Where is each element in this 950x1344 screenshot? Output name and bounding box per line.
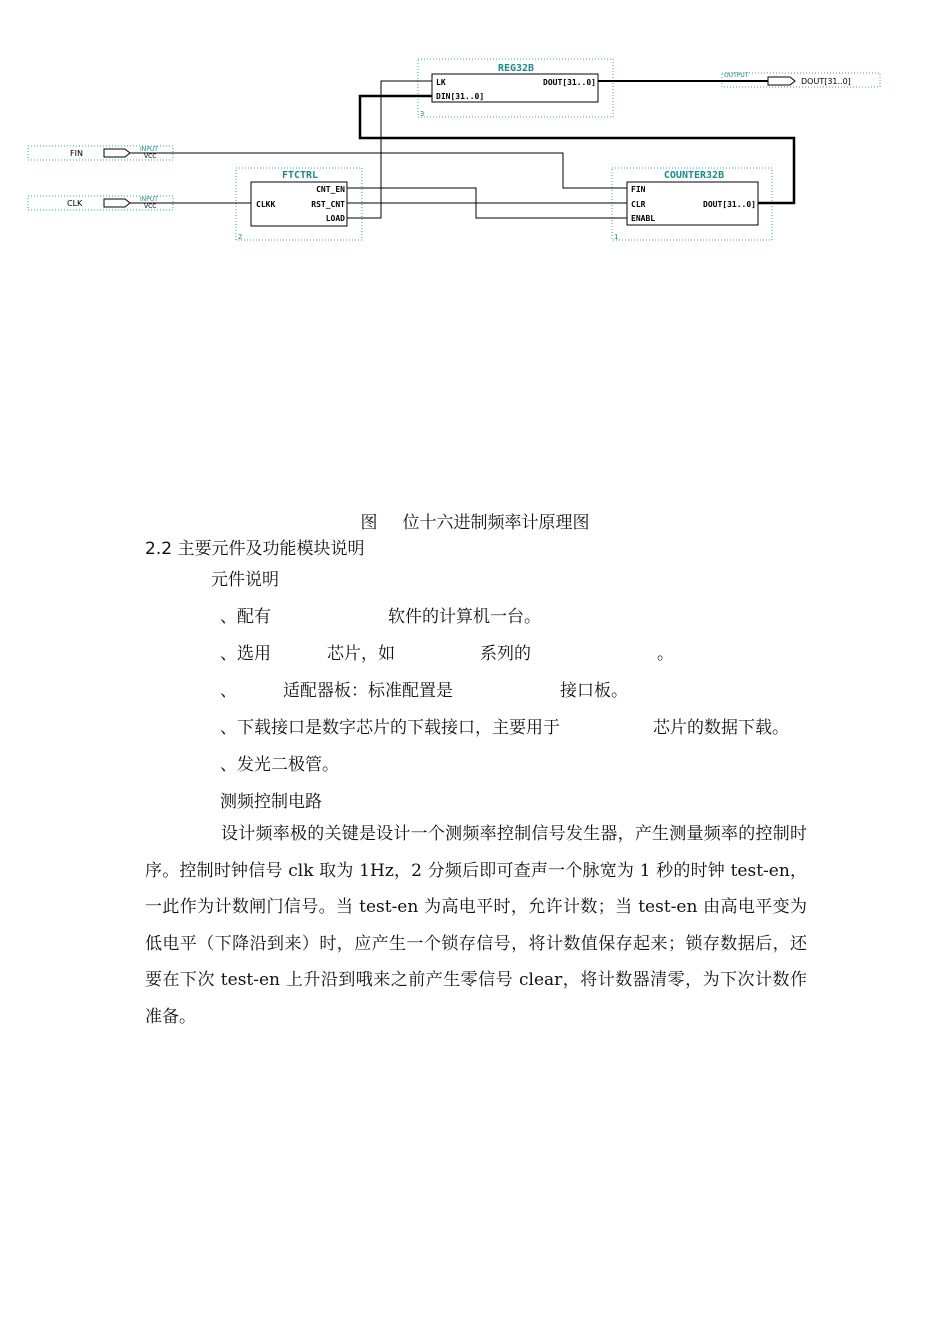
- ftctrl-port-rst-cnt: RST_CNT: [311, 200, 345, 209]
- counter32b-block: [612, 168, 772, 241]
- dout-label: DOUT[31..0]: [801, 77, 851, 86]
- clk-vcc: VCC: [144, 203, 157, 210]
- fin-tag: INPUT: [140, 146, 158, 153]
- schematic-diagram: [0, 0, 950, 250]
- dout-tag: OUTPUT: [724, 72, 749, 79]
- clk-label: CLK: [67, 199, 83, 208]
- reg32b-block: [418, 59, 613, 118]
- body-paragraph: 设计频率极的关键是设计一个测频率控制信号发生器，产生测量频率的控制时序。控制时钟信号 clk 取为 1Hz，2 分频后即可查声一个脉宽为 1 秒的时钟 test-en，一此作为计数闸门信号。当 test-en 为高电平时，允许计数；当 test-en 由高电平变为低电平（下降沿到来）时，应产生一个锁存信号，将计数值保存起来；锁存数据后，还要在下次 test-en 上升沿到哦来之前产生零信号 clear，将计数器清零，为下次计数作准备。: [145, 824, 807, 1027]
- subheading-control: 测频控制电路: [220, 792, 322, 812]
- section-heading: [145, 534, 364, 559]
- clk-tag: INPUT: [140, 196, 158, 203]
- list-item: 、下载接口是数字芯片的下载接口，主要用于 芯片的数据下载。: [220, 718, 789, 738]
- reg32b-title: REG32B: [497, 63, 535, 74]
- figure-caption: [0, 508, 950, 533]
- reg32b-port-dout: DOUT[31..0]: [543, 78, 596, 87]
- counter32b-port-dout: DOUT[31..0]: [703, 200, 756, 209]
- dout-output-pin: [722, 72, 880, 87]
- section-title: 主要元件及功能模块说明: [177, 539, 365, 559]
- ftctrl-index: 2: [238, 233, 243, 241]
- counter32b-port-enabl: ENABL: [631, 214, 656, 223]
- counter32b-port-fin: FIN: [631, 185, 646, 194]
- ftctrl-block: [236, 168, 362, 241]
- section-number: 2.2: [145, 539, 173, 559]
- counter32b-index: 1: [614, 233, 619, 241]
- list-item: 、 适配器板：标准配置是 接口板。: [220, 681, 628, 701]
- ftctrl-port-load: LOAD: [325, 214, 345, 223]
- reg32b-index: 3: [420, 110, 425, 118]
- ftctrl-port-clkk: CLKK: [256, 200, 276, 209]
- reg32b-port-lk: LK: [436, 78, 446, 87]
- counter32b-title: COUNTER32B: [663, 170, 725, 181]
- fin-label: FIN: [70, 149, 83, 158]
- list-item: 、发光二极管。: [220, 755, 339, 775]
- fin-vcc: VCC: [144, 153, 157, 160]
- list-item: 、选用 芯片，如 系列的 。: [220, 644, 674, 664]
- reg32b-port-din: DIN[31..0]: [436, 92, 485, 101]
- counter32b-port-clr: CLR: [631, 200, 646, 209]
- ftctrl-port-cnt-en: CNT_EN: [316, 185, 345, 194]
- figure-title: 位十六进制频率计原理图: [402, 513, 590, 533]
- list-item: 、配有 软件的计算机一台。: [220, 607, 541, 627]
- ftctrl-title: FTCTRL: [281, 170, 319, 181]
- figure-label: 图: [360, 513, 378, 533]
- subheading-components: 元件说明: [211, 570, 279, 590]
